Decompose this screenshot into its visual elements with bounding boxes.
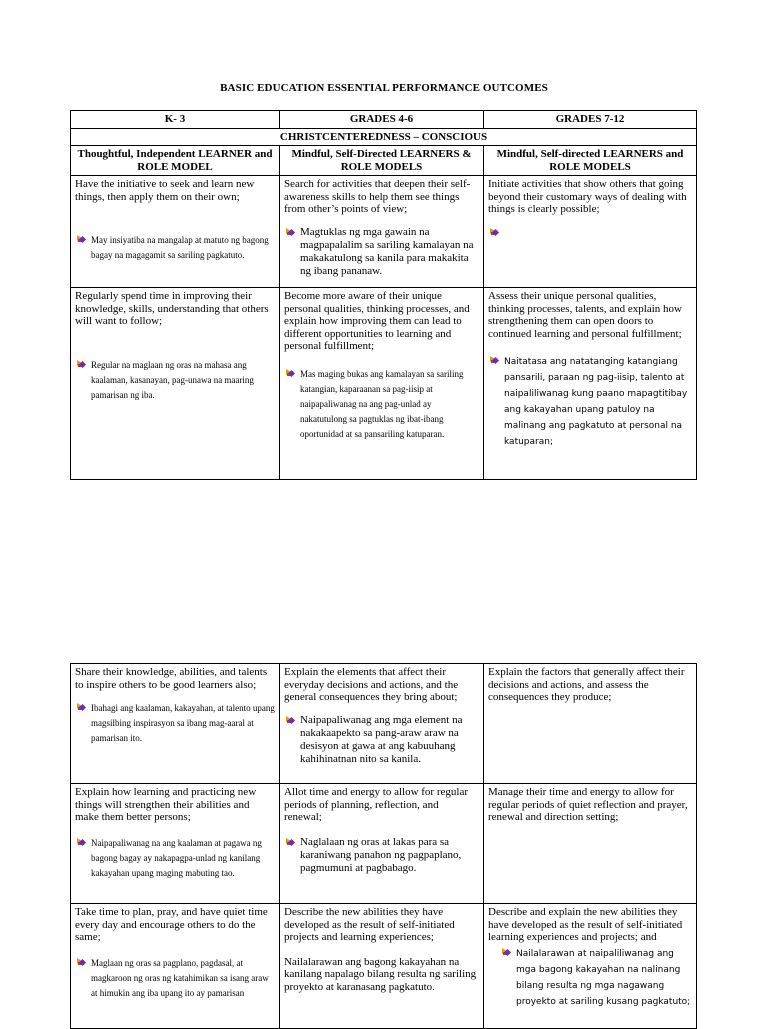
grade-header-row: [71, 111, 697, 129]
outcome-english: Describe the new abilities they have developed as the result of self-initiated projects and learning experiences;: [284, 906, 455, 943]
subheader-grades-4-6: Mindful, Self-Directed LEARNERS & ROLE MODELS: [280, 146, 484, 176]
table-cell: [71, 664, 280, 784]
outcome-tagalog: Nailalarawan at naipaliliwanag ang mga bagong kakayahan na nalinang bilang resulta ng mga nagawang proyekto at sariling kusang pagkatuto;: [516, 948, 691, 1007]
outcome-tagalog: [504, 226, 692, 240]
tagalog-bullet: [284, 714, 479, 766]
tagalog-bullet: [75, 701, 275, 746]
table-row: [71, 288, 697, 480]
header-grades-7-12: GRADES 7-12: [484, 111, 697, 129]
subheader-row: [71, 146, 697, 176]
header-k3: K- 3: [71, 111, 280, 129]
table-cell: [484, 904, 697, 1029]
multicolor-arrow-bullet-icon: [286, 715, 295, 724]
outcome-tagalog: Ibahagi ang kaalaman, kakayahan, at talento upang magsilbing inspirasyon sa ibang mag-aaral at pamarisan ito.: [91, 703, 275, 743]
outcome-english: Search for activities that deepen their self-awareness skills to help them see things from other’s points of view;: [284, 178, 471, 215]
table-cell: [484, 784, 697, 904]
outcome-tagalog: May insiyatiba na mangalap at matuto ng bagong bagay na magagamit sa sariling pagkatuto.: [91, 235, 269, 260]
multicolor-arrow-bullet-icon: [77, 702, 86, 711]
page-title: BASIC EDUCATION ESSENTIAL PERFORMANCE OUTCOMES: [220, 82, 548, 94]
multicolor-arrow-bullet-icon: [77, 957, 86, 966]
table-cell: [71, 784, 280, 904]
table-row: [71, 784, 697, 904]
band-row: [71, 128, 697, 146]
table-cell: [71, 176, 280, 288]
outcome-english: Regularly spend time in improving their knowledge, skills, understanding that others will want to follow;: [75, 290, 269, 327]
outcomes-table-1: [70, 110, 697, 480]
multicolor-arrow-bullet-icon: [502, 947, 511, 956]
outcome-tagalog: Mas maging bukas ang kamalayan sa sariling katangian, kaparaanan sa pag-iisip at naipapaliwanag na ang pag-unlad ay nakatutulong sa pagtuklas ng ibat-ibang oportunidad at sa pansariling katuparan.: [300, 368, 464, 439]
outcome-tagalog: Naipapaliwanag ang mga element na nakakaapekto sa pang-araw araw na desisyon at gawa at ang kabuuhang kahihinatnan nito sa kanila.: [300, 713, 463, 765]
tagalog-bullet: [75, 956, 275, 1001]
outcome-english: Manage their time and energy to allow for regular periods of quiet reflection and prayer, renewal and direction setting;: [488, 786, 688, 823]
multicolor-arrow-bullet-icon: [286, 227, 295, 236]
outcome-tagalog: Maglaan ng oras sa pagplano, pagdasal, at magkaroon ng oras ng katahimikan sa isang araw at himukin ang iba upang ito ay pamarisan: [91, 957, 269, 998]
tagalog-bullet: [284, 836, 479, 875]
outcome-english: Share their knowledge, abilities, and talents to inspire others to be good learners also;: [75, 666, 268, 691]
tagalog-bullet: [75, 233, 275, 263]
outcome-tagalog: Naglalaan ng oras at lakas para sa karaniwang panahon ng pagpaplano, pagmumuni at pagbabago.: [300, 835, 462, 874]
table-cell: [484, 288, 697, 480]
header-grades-4-6: GRADES 4-6: [280, 111, 484, 129]
outcome-english: Explain how learning and practicing new things will strengthen their abilities and make them better persons;: [75, 786, 257, 823]
outcome-english: Have the initiative to seek and learn new things, then apply them on their own;: [75, 178, 255, 203]
tagalog-bullet: [488, 354, 692, 450]
tagalog-bullet: [75, 358, 275, 403]
multicolor-arrow-bullet-icon: [77, 234, 86, 243]
outcomes-table-2: [70, 663, 697, 1029]
outcome-english: Take time to plan, pray, and have quiet time every day and encourage others to do the same;: [75, 906, 268, 943]
table-cell: [71, 904, 280, 1029]
outcome-english: Describe and explain the new abilities they have developed as the result of self-initiated learning experiences and projects; and: [488, 906, 683, 943]
outcome-tagalog: Nailalarawan ang bagong kakayahan na kanilang napalago bilang resulta ng sariling proyekto at karanasang pagkatuto.: [284, 955, 477, 993]
table-cell: [280, 288, 484, 480]
table-cell: [484, 176, 697, 288]
christcenteredness-band: CHRISTCENTEREDNESS – CONSCIOUS: [71, 128, 697, 146]
outcome-english: Assess their unique personal qualities, thinking processes, talents, and explain how strengthening them can open doors to continued learning and personal fulfillment;: [488, 290, 682, 340]
multicolor-arrow-bullet-icon: [286, 368, 295, 377]
outcome-tagalog: Regular na maglaan ng oras na mahasa ang kaalaman, kasanayan, pag-unawa na maaring pamarisan ng iba.: [91, 359, 254, 400]
multicolor-arrow-bullet-icon: [490, 355, 499, 364]
table-cell: [280, 904, 484, 1029]
outcome-english: Allot time and energy to allow for regular periods of planning, reflection, and renewal;: [284, 786, 468, 823]
tagalog-bullet: [488, 946, 692, 1010]
multicolor-arrow-bullet-icon: [77, 837, 86, 846]
outcome-english: Explain the elements that affect their everyday decisions and actions, and the general consequences they bring about;: [284, 666, 459, 703]
table-row: [71, 176, 697, 288]
multicolor-arrow-bullet-icon: [490, 227, 499, 236]
tagalog-bullet: [488, 226, 692, 240]
table-row: [71, 904, 697, 1029]
outcome-english: Become more aware of their unique personal qualities, thinking processes, and explain how improving them can lead to different opportunities to learning and personal fulfillment;: [284, 290, 470, 352]
table-cell: [280, 664, 484, 784]
multicolor-arrow-bullet-icon: [286, 837, 295, 846]
table-cell: [280, 784, 484, 904]
outcome-english: Initiate activities that show others that going beyond their customary ways of dealing with things is clearly possible;: [488, 178, 687, 215]
table-cell: [484, 664, 697, 784]
outcome-tagalog: Magtuklas ng mga gawain na magpapalalim sa sariling kamalayan na makakatulong sa kanila para makakita ng ibang pananaw.: [300, 225, 474, 277]
table-cell: [71, 288, 280, 480]
subheader-k3: Thoughtful, Independent LEARNER and ROLE MODEL: [71, 146, 280, 176]
tagalog-bullet: [75, 836, 275, 881]
outcome-english: Explain the factors that generally affect their decisions and actions, and assess the consequences they produce;: [488, 666, 685, 703]
outcome-tagalog: Naipapaliwanag na ang kaalaman at pagawa ng bagong bagay ay nakapagpa-unlad ng kanilang kakayahan upang maging mabuting tao.: [91, 837, 262, 878]
outcome-tagalog: Naitatasa ang natatanging katangiang pansarili, paraan ng pag-iisip, talento at naipaliliwanag kung paano mapagtitibay ang kakayahan upang patuloy na malinang ang pagkatuto at personal na katuparan;: [504, 357, 688, 447]
table-cell: [280, 176, 484, 288]
tagalog-bullet: [284, 226, 479, 278]
table-row: [71, 664, 697, 784]
subheader-grades-7-12: Mindful, Self-directed LEARNERS and ROLE MODELS: [484, 146, 697, 176]
multicolor-arrow-bullet-icon: [77, 359, 86, 368]
tagalog-bullet: [284, 367, 479, 442]
